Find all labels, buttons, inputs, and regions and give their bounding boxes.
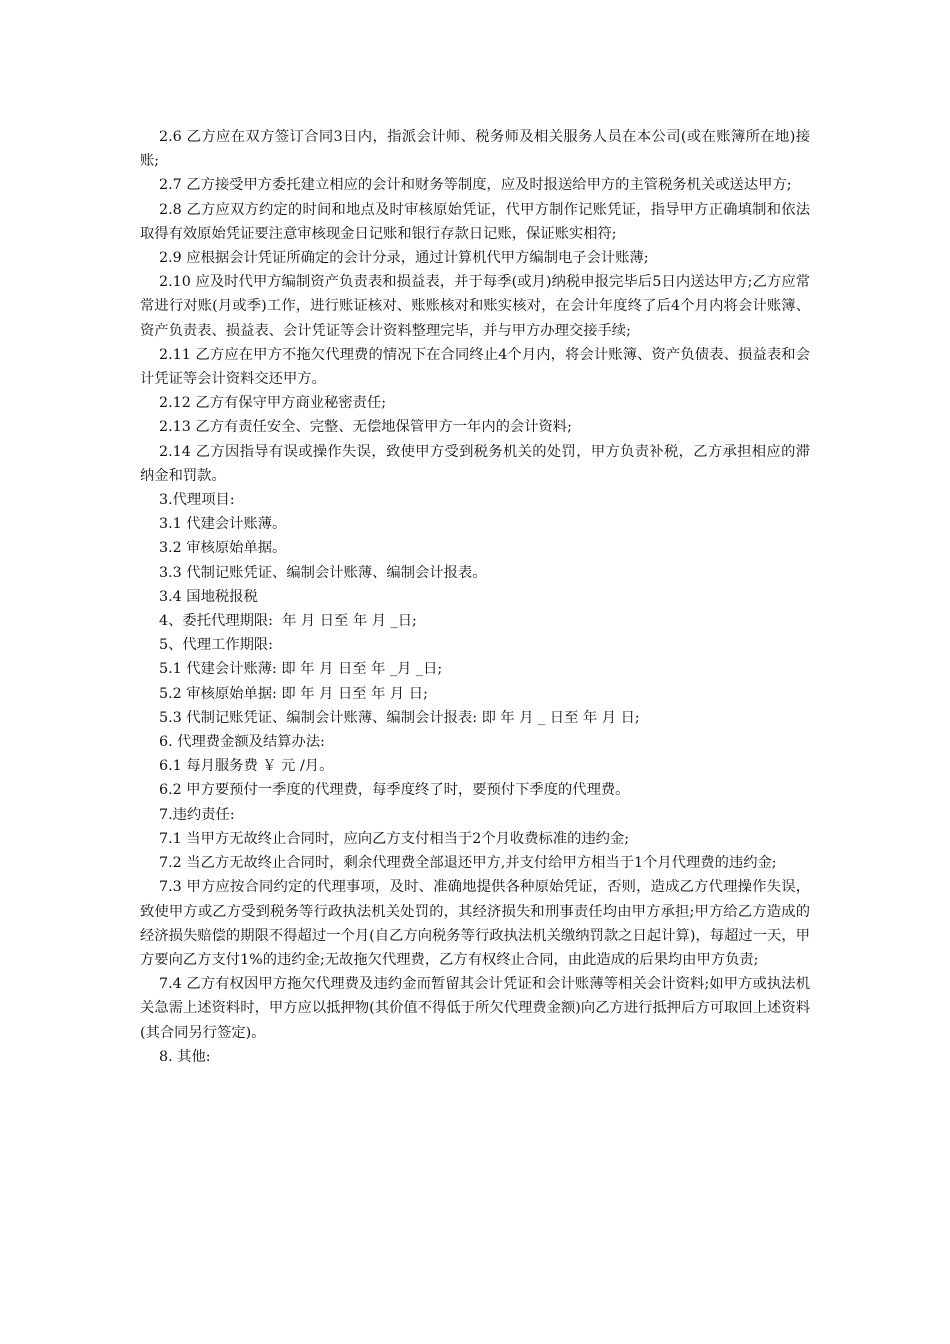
clause-3-4: 3.4 国地税报税 (159, 588, 258, 605)
clause-2-13: 2.13 乙方有责任安全、完整、无偿地保管甲方一年内的会计资料; (159, 419, 572, 436)
clause-7-4: 7.4 乙方有权因甲方拖欠代理费及违约金而暂留其会计凭证和会计账薄等相关会计资料;如甲方或执法机关急需上述资料时，甲方应以抵押物(其价值不得低于所欠代理费金额)向乙方进行抵押后方可取回上述资料(其合同另行签定)。 (140, 976, 810, 1041)
clause-6-2: 6.2 甲方要预付一季度的代理费，每季度终了时，要预付下季度的代理费。 (159, 782, 630, 799)
clause-7-1: 7.1 当甲方无故终止合同时，应向乙方支付相当于2个月收费标准的违约金; (159, 830, 630, 847)
clause-3-2: 3.2 审核原始单据。 (159, 540, 287, 557)
section-3-heading: 3.代理项目: (159, 492, 235, 509)
section-6-heading: 6. 代理费金额及结算办法: (159, 734, 325, 751)
clause-7-3: 7.3 甲方应按合同约定的代理事项，及时、准确地提供各种原始凭证，否则，造成乙方代理操作失误，致使甲方或乙方受到税务等行政执法机关处罚的，其经济损失和刑事责任均由甲方承担;甲方给乙方造成的经济损失赔偿的期限不得超过一个月(自乙方向税务等行政执法机关缴纳罚款之日起计算)，每超过一天，甲方要向乙方支付1%的违约金;无故拖欠代理费，乙方有权终止合同，由此造成的后果均由甲方负责; (140, 879, 810, 968)
clause-5-1: 5.1 代建会计账薄: 即 年 月 日至 年 _月 _日; (159, 661, 443, 678)
clause-2-14: 2.14 乙方因指导有误或操作失误，致使甲方受到税务机关的处罚，甲方负责补税，乙方承担相应的滞纳金和罚款。 (140, 443, 810, 484)
clause-2-9: 2.9 应根据会计凭证所确定的会计分录，通过计算机代甲方编制电子会计账薄; (159, 250, 649, 267)
clause-3-3: 3.3 代制记账凭证、编制会计账薄、编制会计报表。 (159, 564, 487, 581)
clause-7-2: 7.2 当乙方无故终止合同时，剩余代理费全部退还甲方,并支付给甲方相当于1个月代理费的违约金; (159, 855, 777, 872)
clause-6-1: 6.1 每月服务费 ￥ 元 /月。 (159, 758, 334, 775)
clause-3-1: 3.1 代建会计账薄。 (159, 516, 287, 533)
clause-5-2: 5.2 审核原始单据: 即 年 月 日至 年 月 日; (159, 685, 428, 702)
clause-2-11: 2.11 乙方应在甲方不拖欠代理费的情况下在合同终止4个月内，将会计账簿、资产负债表、损益表和会计凭证等会计资料交还甲方。 (140, 346, 810, 388)
section-4-term: 4、委托代理期限: 年 月 日至 年 月 _日; (159, 613, 417, 630)
section-7-heading: 7.违约责任: (159, 806, 235, 823)
clause-2-8: 2.8 乙方应双方约定的时间和地点及时审核原始凭证，代甲方制作记账凭证，指导甲方正确填制和依法取得有效原始凭证要注意审核现金日记账和银行存款日记账，保证账实相符; (140, 201, 810, 242)
section-8-heading: 8. 其他: (159, 1048, 211, 1065)
document-body (140, 125, 810, 1069)
clause-5-3: 5.3 代制记账凭证、编制会计账薄、编制会计报表: 即 年 月 _ 日至 年 月 日; (159, 709, 640, 726)
clause-2-10: 2.10 应及时代甲方编制资产负责表和损益表，并于每季(或月)纳税申报完毕后5日内送达甲方;乙方应常常进行对账(月或季)工作，进行账证核对、账账核对和账实核对，在会计年度终了后4个月内将会计账簿、资产负责表、损益表、会计凭证等会计资料整理完毕，并与甲方办理交接手续; (140, 274, 810, 339)
clause-2-6: 2.6 乙方应在双方签订合同3日内，指派会计师、税务师及相关服务人员在本公司(或在账簿所在地)接账; (140, 129, 810, 170)
clause-2-7: 2.7 乙方接受甲方委托建立相应的会计和财务等制度，应及时报送给甲方的主管税务机关或送达甲方; (159, 177, 792, 194)
section-5-heading: 5、代理工作期限: (159, 637, 273, 654)
clause-2-12: 2.12 乙方有保守甲方商业秘密责任; (159, 395, 387, 412)
